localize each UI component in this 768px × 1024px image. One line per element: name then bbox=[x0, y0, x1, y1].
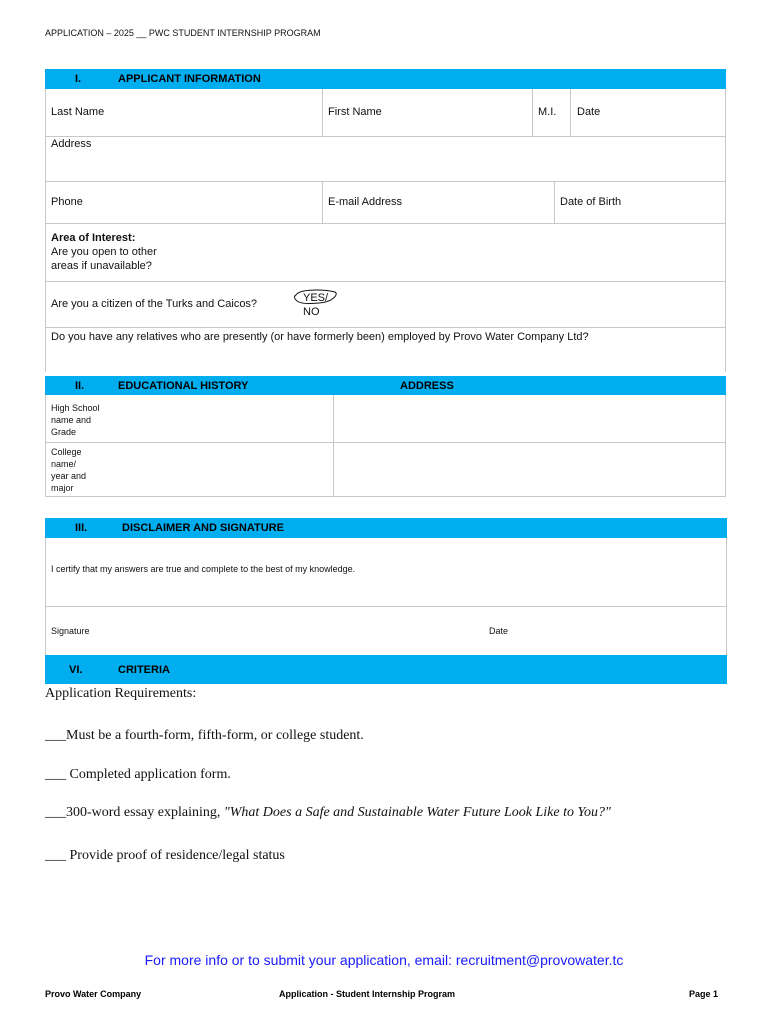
email-field[interactable]: E-mail Address bbox=[328, 196, 402, 208]
phone-field[interactable]: Phone bbox=[51, 196, 83, 208]
middle-initial-field[interactable]: M.I. bbox=[538, 106, 557, 118]
address-column-title: ADDRESS bbox=[400, 379, 454, 392]
signature-field[interactable]: Signature bbox=[51, 626, 90, 636]
requirement-student: ___Must be a fourth-form, fifth-form, or college student. bbox=[45, 728, 364, 743]
essay-topic: "What Does a Safe and Sustainable Water Future Look Like to You?" bbox=[223, 805, 611, 820]
signature-date-field[interactable]: Date bbox=[489, 626, 509, 636]
section-number: VI. bbox=[69, 663, 83, 676]
contact-email-line[interactable]: For more info or to submit your application, email: recruitment@provowater.tc bbox=[144, 952, 624, 968]
high-school-label[interactable]: High School name and Grade bbox=[51, 403, 100, 437]
citizen-question: Are you a citizen of the Turks and Caicos? bbox=[51, 298, 258, 310]
no-option[interactable]: NO bbox=[303, 306, 320, 318]
requirement-residence: ___ Provide proof of residence/legal status bbox=[45, 848, 285, 863]
requirement-form: ___ Completed application form. bbox=[45, 767, 231, 782]
last-name-field[interactable]: Last Name bbox=[51, 106, 105, 118]
section-criteria-bar bbox=[45, 655, 727, 684]
yes-option[interactable]: YES/ bbox=[303, 292, 329, 304]
relatives-question: Do you have any relatives who are presently (or have formerly been) employed by Provo Water Company Ltd? bbox=[51, 331, 589, 343]
section-applicant-bar bbox=[45, 69, 726, 89]
document-header: APPLICATION – 2025 __ PWC STUDENT INTERNSHIP PROGRAM bbox=[45, 28, 321, 38]
area-question-line1: Are you open to other bbox=[51, 246, 157, 258]
area-question-line2: areas if unavailable? bbox=[51, 260, 152, 272]
section-number: II. bbox=[75, 379, 85, 392]
date-of-birth-field[interactable]: Date of Birth bbox=[560, 196, 622, 208]
footer-page-number: Page 1 bbox=[689, 989, 719, 999]
requirements-heading: Application Requirements: bbox=[45, 686, 197, 701]
section-title: APPLICANT INFORMATION bbox=[118, 73, 261, 85]
requirement-essay: ___300-word essay explaining, "What Does a Safe and Sustainable Water Future Look Like to You?" bbox=[45, 805, 611, 820]
section-title: EDUCATIONAL HISTORY bbox=[118, 379, 249, 392]
college-label[interactable]: College name/ year and major bbox=[51, 447, 87, 493]
section-disclaimer-bar bbox=[45, 518, 727, 538]
section-title: DISCLAIMER AND SIGNATURE bbox=[122, 522, 284, 534]
section-number: III. bbox=[75, 522, 88, 534]
area-of-interest-label: Area of Interest: bbox=[51, 232, 136, 244]
section-title: CRITERIA bbox=[118, 663, 170, 676]
footer-title: Application - Student Internship Program bbox=[279, 989, 456, 999]
footer-company: Provo Water Company bbox=[45, 989, 142, 999]
address-field[interactable]: Address bbox=[51, 138, 92, 150]
certify-statement: I certify that my answers are true and complete to the best of my knowledge. bbox=[51, 564, 356, 574]
section-education-bar bbox=[45, 376, 726, 395]
date-field[interactable]: Date bbox=[577, 106, 601, 118]
section-number: I. bbox=[75, 73, 82, 85]
first-name-field[interactable]: First Name bbox=[328, 106, 382, 118]
